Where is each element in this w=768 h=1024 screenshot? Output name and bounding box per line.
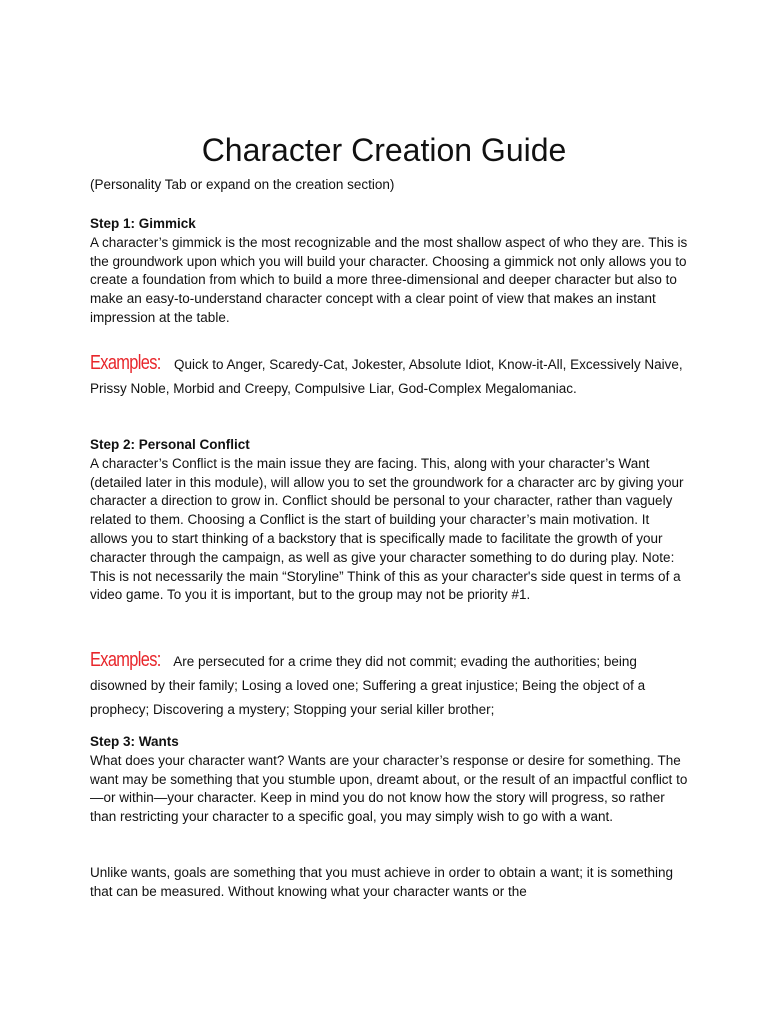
step-1-examples [90, 351, 690, 401]
step-1-examples-label: Examples: [90, 352, 161, 374]
step-2-examples-text: Are persecuted for a crime they did not commit; evading the authorities; being disowned by their family; Losing a loved one; Suffering a great injustice; Being the object of a prophecy; Discovering a mystery; Stopping your serial killer brother; [90, 654, 646, 717]
step-3-body-2: Unlike wants, goals are something that you must achieve in order to obtain a want; it is something that can be measured. Without knowing what your character wants or the [90, 865, 674, 899]
step-1-section [90, 215, 690, 328]
step-3-section [90, 733, 690, 827]
step-1-examples-text: Quick to Anger, Scaredy-Cat, Jokester, Absolute Idiot, Know-it-All, Excessively Naive, Prissy Noble, Morbid and Creepy, Compulsive Liar, God-Complex Megalomaniac. [90, 357, 683, 396]
step-2-examples [90, 648, 690, 722]
step-2-heading: Step 2: Personal Conflict [90, 437, 250, 452]
step-3-heading: Step 3: Wants [90, 734, 179, 749]
step-1-heading: Step 1: Gimmick [90, 216, 196, 231]
step-2-examples-label: Examples: [90, 649, 161, 671]
step-3-body: What does your character want? Wants are your character’s response or desire for something. The want may be something that you stumble upon, dreamt about, or the result of an impactful conflict to—or within—your character. Keep in mind you do not know how the story will progress, so rather than restricting your character to a specific goal, you may simply wish to go with a want. [90, 752, 688, 825]
subtitle: (Personality Tab or expand on the creation section) [90, 177, 395, 192]
step-2-section [90, 436, 690, 605]
document-title: Character Creation Guide [201, 132, 567, 168]
step-2-body: A character’s Conflict is the main issue they are facing. This, along with your character’s Want (detailed later in this module), will allow you to set the groundwork for a character arc by giving your character a direction to grow in. Conflict should be personal to your character, rather than vaguely related to them. Choosing a Conflict is the start of building your character’s main motivation. It allows you to start thinking of a backstory that is specifically made to facilitate the growth of your character through the campaign, as well as give your character something to do during play. Note: This is not necessarily the main “Storyline” Think of this as your character's side quest in terms of a video game. To you it is important, but to the group may not be priority #1. [90, 455, 684, 603]
step-1-body: A character’s gimmick is the most recognizable and the most shallow aspect of who they are. This is the groundwork upon which you will build your character. Choosing a gimmick not only allows you to create a foundation from which to build a more three-dimensional and deeper character but also to make an easy-to-understand character concept with a clear point of view that makes an instant impression at the table. [90, 234, 688, 325]
